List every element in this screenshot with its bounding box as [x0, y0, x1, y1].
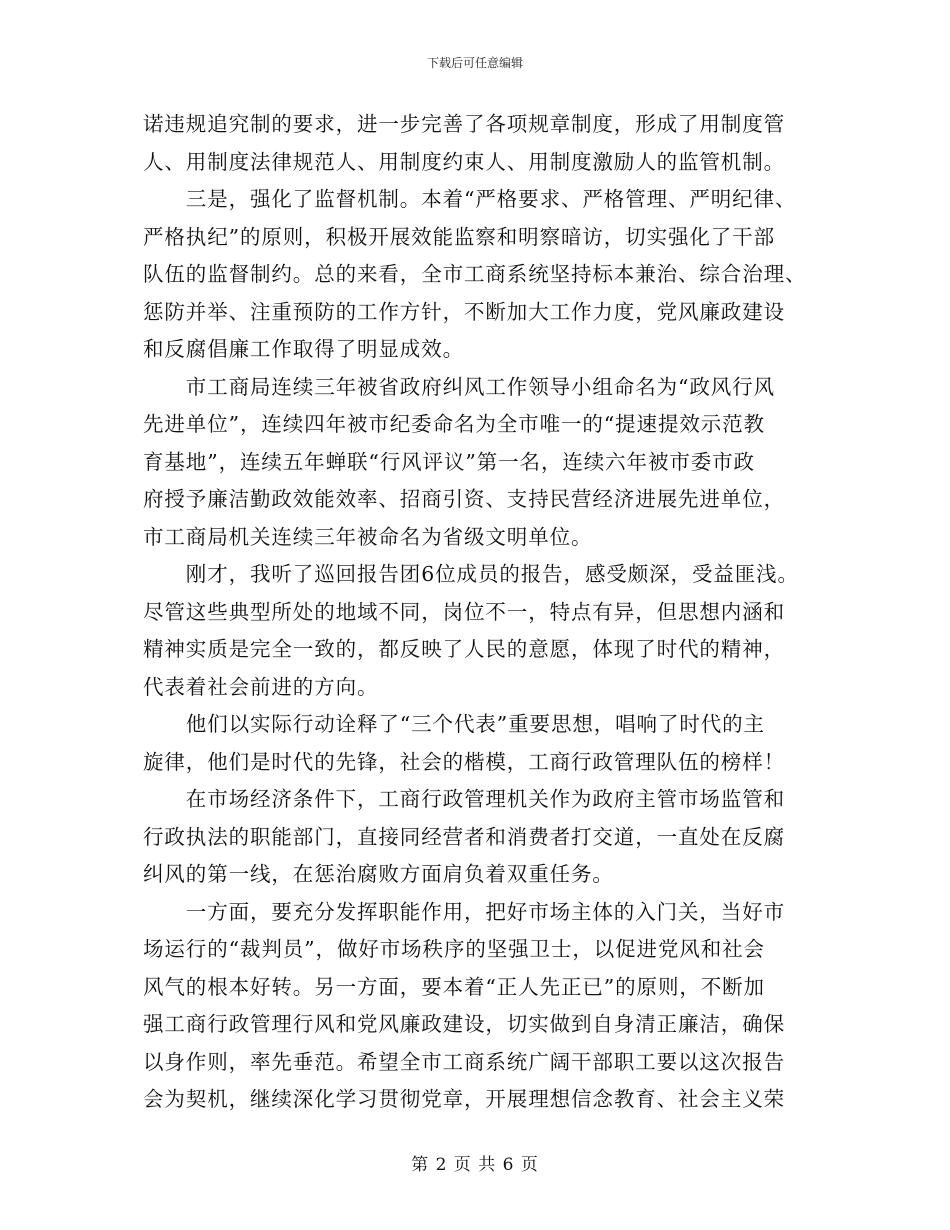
text-line: 会为契机，继续深化学习贯彻党章，开展理想信念教育、社会主义荣: [143, 1087, 785, 1111]
text-line: 严格执纪”的原则，积极开展效能监察和明察暗访，切实强化了干部: [143, 224, 775, 249]
text-line: 强工商行政管理行风和党风廉政建设，切实做到自身清正廉洁，确保: [143, 1012, 785, 1036]
text-line: 旋律，他们是时代的先锋，社会的楷模，工商行政管理队伍的榜样！: [143, 749, 785, 774]
text-line: 府授予廉洁勤政效能效率、招商引资、支持民营经济进展先进单位，: [143, 487, 785, 511]
text-line: 队伍的监督制约。总的来看，全市工商系统坚持标本兼治、综合治理、: [143, 262, 807, 286]
text-line: 人、用制度法律规范人、用制度约束人、用制度激励人的监管机制。: [143, 149, 785, 174]
text-line: 纠风的第一线，在惩治腐败方面肩负着双重任务。: [143, 862, 614, 886]
text-line: 市工商局连续三年被省政府纠风工作领导小组命名为“政风行风: [143, 374, 775, 399]
text-line: 尽管这些典型所处的地域不同，岗位不一，特点有异，但思想内涵和: [143, 599, 785, 624]
text-line: 他们以实际行动诠释了“三个代表”重要思想，唱响了时代的主: [143, 712, 765, 736]
text-line: 三是，强化了监督机制。本着“严格要求、严格管理、严明纪律、: [143, 187, 797, 211]
document-body: [143, 106, 823, 1119]
page-header: 下载后可任意编辑: [426, 56, 523, 70]
text-line: 精神实质是完全一致的，都反映了人民的意愿，体现了时代的精神，: [143, 637, 785, 661]
text-line: 一方面，要充分发挥职能作用，把好市场主体的入门关，当好市: [143, 899, 785, 924]
text-line: 刚才，我听了巡回报告团6位成员的报告，感受颇深，受益匪浅。: [143, 562, 799, 586]
text-line: 和反腐倡廉工作取得了明显成效。: [143, 337, 464, 361]
text-line: 育基地”，连续五年蝉联“行风评议”第一名，连续六年被市委市政: [143, 449, 755, 474]
text-line: 惩防并举、注重预防的工作方针，不断加大工作力度，党风廉政建设: [143, 299, 785, 324]
text-line: 在市场经济条件下，工商行政管理机关作为政府主管市场监管和: [143, 787, 785, 811]
text-line: 先进单位”，连续四年被市纪委命名为全市唯一的“提速提效示范教: [143, 412, 765, 436]
text-line: 代表着社会前进的方向。: [143, 674, 379, 699]
text-line: 场运行的“裁判员”，做好市场秩序的坚强卫士，以促进党风和社会: [143, 937, 765, 961]
text-line: 行政执法的职能部门，直接同经营者和消费者打交道，一直处在反腐: [143, 824, 785, 849]
text-line: 诺违规追究制的要求，进一步完善了各项规章制度，形成了用制度管: [143, 112, 785, 136]
page-number: 第 2 页 共 6 页: [411, 1155, 539, 1175]
text-line: 以身作则，率先垂范。希望全市工商系统广阔干部职工要以这次报告: [143, 1049, 785, 1074]
text-line: 市工商局机关连续三年被命名为省级文明单位。: [143, 524, 593, 549]
text-line: 风气的根本好转。另一方面，要本着“正人先正已”的原则，不断加: [143, 974, 765, 999]
